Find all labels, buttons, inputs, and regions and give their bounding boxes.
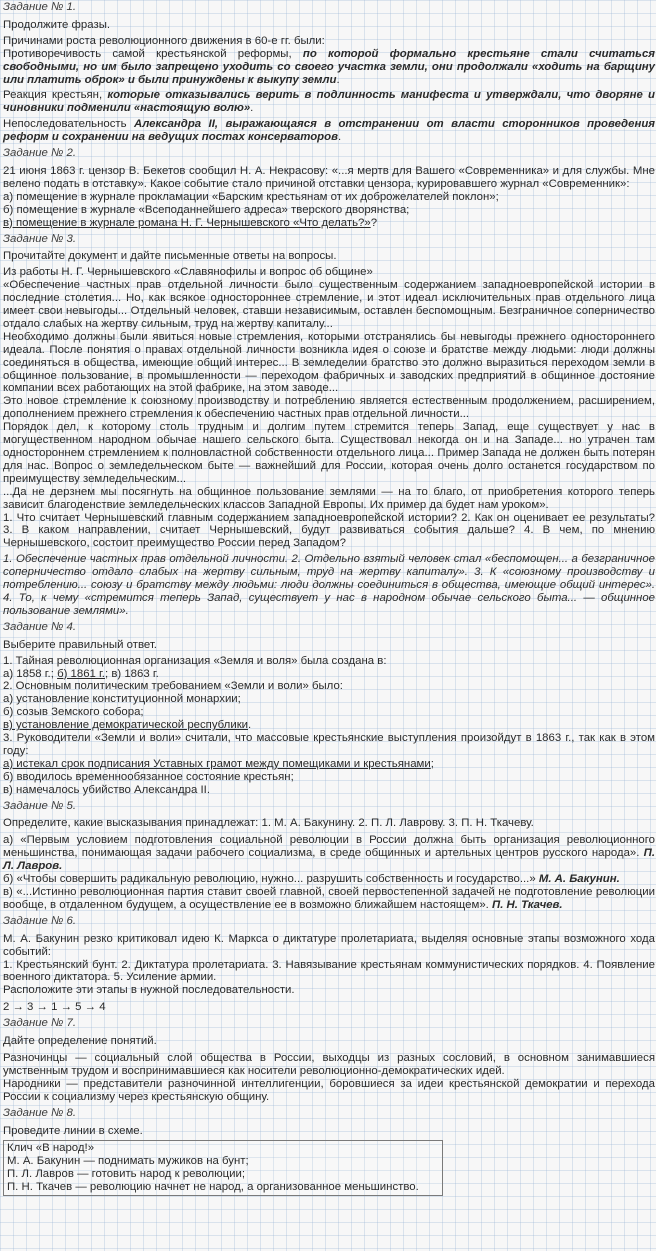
task3-answer: 1. Обеспечение частных прав отдельной личности. 2. Отдельно взятый человек стал «беспомощен... а безграничное соперничество отдало слабых на жертву сильным, труд на жертву капиталу». 3. К «союзному производству и потреблению... союзу и братству между людьми: люди должны соединиться в общества, имеющие общий интерес». 4. То, к чему «стремится теперь Запад, существует у нас в народном обычае сельского быта... — общинное пользование землями». <box>3 553 655 617</box>
task8-header: Задание № 8. <box>3 1106 77 1119</box>
task7-definition-raznochintsy: Разночинцы — социальный слой общества в России, выходцы из разных сословий, в основном занимавшиеся умственным трудом и воспринимавшиеся как носители революционно-демократических идей. <box>3 1051 655 1077</box>
task4-q1-options <box>3 668 655 681</box>
task5-quote-c-author: П. Н. Ткачев. <box>492 898 563 911</box>
task5-quote-b-author: М. А. Бакунин. <box>538 873 620 886</box>
task4-q1-option-c: ; в) 1863 г. <box>104 667 159 680</box>
task2-option-c-answer: в) помещение в журнале романа Н. Г. Чернышевского «Что делать?» <box>3 216 371 229</box>
task5-header: Задание № 5. <box>3 799 77 812</box>
task3-document-p4: Порядок дел, к которому столь трудным и долгим путем стремится теперь Запад, еще существует у нас в могущественном народном обычае нашего сельского быта. Существовал некогда он и на Западе... но утрачен там одностороннем стремлением к полновластной собственности отдельного лица... Пример Запада не должен быть потерян для нас. Вопрос о земледельческом быте — важнейший для России, которая очень долго останется государством по преимуществу земледельческим... <box>3 421 655 485</box>
task4-q2-option-c <box>3 719 655 732</box>
task5-quote-c <box>3 886 655 912</box>
task3-document-p5: ...Да не дерзнем мы посягнуть на общинное пользование землями — на то благо, от приобретения которого теперь зависит благоденствие земледельческих классов Западной Европы. Их пример да будет нам уроком». <box>3 485 655 511</box>
task4-q3: 3. Руководители «Земли и воли» считали, что массовые крестьянские выступления произойдут в 1863 г., так как в этом году: <box>3 732 655 757</box>
task4-q1-option-a: а) 1858 г.; <box>3 667 58 680</box>
task6-text: М. А. Бакунин резко критиковал идею К. Маркса о диктатуре пролетариата, выделяя основные этапы возможного хода событий: <box>3 932 655 958</box>
task6-header: Задание № 6. <box>3 914 77 927</box>
task1-p3 <box>3 118 655 144</box>
task5-instruction: Определите, какие высказывания принадлежат: 1. М. А. Бакунину. 2. П. Л. Лаврову. 3. П. Н. Ткачеву. <box>3 817 534 830</box>
task3-questions: 1. Что считает Чернышевский главным содержанием западноевропейской истории? 2. Как он оценивает ее результаты? 3. В каком направлении, считает Чернышевский, будут развиваться события дальше? 4. В чем, по мнению Чернышевского, состоит преимущество России перед Западом? <box>3 511 655 550</box>
task1-instruction: Продолжите фразы. <box>3 18 111 31</box>
task1-p3-end: . <box>337 131 342 144</box>
task2-option-b: б) помещение в журнале «Всеподаннейшего адреса» тверского дворянства; <box>3 203 410 216</box>
task3-header: Задание № 3. <box>3 232 77 245</box>
task5-quote-c-text: в) «...Истинно революционная партия ставит своей главной, своей первостепенной задачей не подготовление революции вообще, в отдаленном будущем, а осуществление ее в возможно ближайшем настоящем». <box>3 886 655 911</box>
task2-text: 21 июня 1863 г. цензор В. Бекетов сообщил Н. А. Некрасову: «...я мертв для Вашего «Современника» и для службы. Мне велено подать в отставку». Какое событие стало причиной отставки цензора, курировавшего журнал «Современник»: <box>3 164 655 190</box>
task8-instruction: Проведите линии в схеме. <box>3 1124 143 1137</box>
task4-q2-option-c-end: . <box>248 719 252 732</box>
task1-p2-answer: которые отказывались верить в подлинность манифеста и утверждали, что дворяне и чиновники подменили «настоящую волю» <box>3 89 655 115</box>
task1-p1 <box>3 48 655 87</box>
task4-q3-option-a-answer: а) истекал срок подписания Уставных грамот между помещиками и крестьянами <box>3 757 431 770</box>
task1-p1-plain: Противоречивость самой крестьянской реформы, <box>3 47 303 60</box>
task1-p1-end: . <box>336 73 340 86</box>
task4-q2-option-b: б) созыв Земского собора; <box>3 706 144 719</box>
task4-q2-option-a: а) установление конституционной монархии; <box>3 693 241 706</box>
task5-quote-b-text: б) «Чтобы совершить радикальную революцию, нужно... разрушить собственность и государство...» <box>3 873 539 886</box>
task3-instruction: Прочитайте документ и дайте письменные ответы на вопросы. <box>3 250 337 263</box>
task7-definition-narodniki: Народники — представители разночинной интеллигенции, боровшиеся за идеи крестьянской демократии и перехода России к социализму через крестьянскую общину. <box>3 1077 655 1103</box>
task4-q2: 2. Основным политическим требованием «Земли и воли» было: <box>3 680 343 693</box>
task8-scheme-bakunin: М. А. Бакунин — поднимать мужиков на бунт; <box>7 1155 249 1168</box>
task7-instruction: Дайте определение понятий. <box>3 1035 157 1048</box>
task5-quote-a-author: П. Л. Лавров. <box>3 847 655 873</box>
task3-document-p1: «Обеспечение частных прав отдельной личности было существенным содержанием западноевропейской истории в последние столетия... Но, как всякое одностороннее стремление, и этот идеал исключительных прав отдельного лица имеет свои невыгоды... Отдельный человек, ставши независимым, оставлен беспомощным. Безграничное соперничество отдало слабых на жертву сильным, труд на жертву капиталу... <box>3 279 655 330</box>
task2-option-c <box>3 217 655 230</box>
task4-q2-option-c-answer: в) установление демократической республики <box>3 719 249 732</box>
task2-option-a: а) помещение в журнале прокламации «Барским крестьянам от их доброжелателей поклон»; <box>3 190 499 203</box>
task3-document-p2: Необходимо должны были явиться новые стремления, которыми отстранялись бы невыгоды прежнего одностороннего идеала. После понятия о правах отдельной личности возникла идея о союзе и братстве между людьми: люди должны соединяться в общества, имеющие общий интерес... В земледелии братство это должно выразиться переходом земли в общинное пользование, в промышленности — переходом фабричных и заводских предприятий в общинное достояние компании всех работающих на этой фабрике, на этом заводе... <box>3 330 655 395</box>
task1-p1-answer: по которой формально крестьяне стали считаться свободными, но им было запрещено уходить со своего участка земли, они продолжали «ходить на барщину или платить оброк» и были принуждены к выкупу земли <box>3 47 655 86</box>
task8-scheme-lavrov: П. Л. Лавров — готовить народ к революции; <box>7 1168 246 1181</box>
task3-source: Из работы Н. Г. Чернышевского «Славянофилы и вопрос об общине» <box>3 266 373 279</box>
task4-instruction: Выберите правильный ответ. <box>3 638 157 651</box>
task4-q1: 1. Тайная революционная организация «Земля и воля» была создана в: <box>3 654 387 667</box>
task5-quote-a <box>3 834 655 873</box>
task1-header: Задание № 1. <box>3 1 77 13</box>
task3-document-p3: Это новое стремление к союзному производству и потреблению является естественным продолжением, расширением, дополнением прежнего стремления к обеспечению частных прав отдельной личности... <box>3 395 655 421</box>
task8-scheme-box <box>3 1140 443 1196</box>
task5-quote-a-text: а) «Первым условием подготовления социальной революции в России должна быть организация революционного меньшинства, понимающая задачи рабочего социализма, в среде общинных и артельных центров русского народа». <box>3 834 655 860</box>
task6-stages: 1. Крестьянский бунт. 2. Диктатура пролетариата. 3. Навязывание крестьянам коммунистических порядков. 4. Появление военного диктатора. 5. Усиление армии. <box>3 958 655 984</box>
task4-q3-option-b: б) вводилось временнообязанное состояние крестьян; <box>3 770 294 783</box>
task7-header: Задание № 7. <box>3 1017 77 1030</box>
task1-p2 <box>3 89 655 115</box>
task1-p3-answer: Александра II, выражающаяся в отстранении от власти сторонников проведения реформ и сохранении на ведущих постах консерваторов <box>3 118 655 144</box>
task4-q3-option-c: в) намечалось убийство Александра II. <box>3 783 210 796</box>
task8-scheme-title: Клич «В народ!» <box>7 1142 95 1155</box>
task5-quote-b <box>3 873 655 886</box>
task4-q3-option-a <box>3 758 655 771</box>
task4-header: Задание № 4. <box>3 620 77 633</box>
task8-scheme-tkachev: П. Н. Ткачев — революцию начнет не народ, а организованное меньшинство. <box>7 1181 419 1194</box>
task6-answer: 2 → 3 → 1 → 5 → 4 <box>3 1001 106 1014</box>
task4-q1-option-b-answer: б) 1861 г. <box>57 667 105 680</box>
task2-header: Задание № 2. <box>3 147 77 160</box>
task6-instruction: Расположите эти этапы в нужной последовательности. <box>3 984 295 997</box>
task2-option-c-end: ? <box>370 216 378 229</box>
task1-p3-plain: Непоследовательность <box>3 118 134 131</box>
task1-p2-plain: Реакция крестьян, <box>3 89 108 102</box>
task1-p2-end: . <box>250 102 254 115</box>
task4-q3-option-a-end: ; <box>430 757 434 770</box>
task1-intro: Причинами роста революционного движения в 60-е гг. были: <box>3 34 325 47</box>
